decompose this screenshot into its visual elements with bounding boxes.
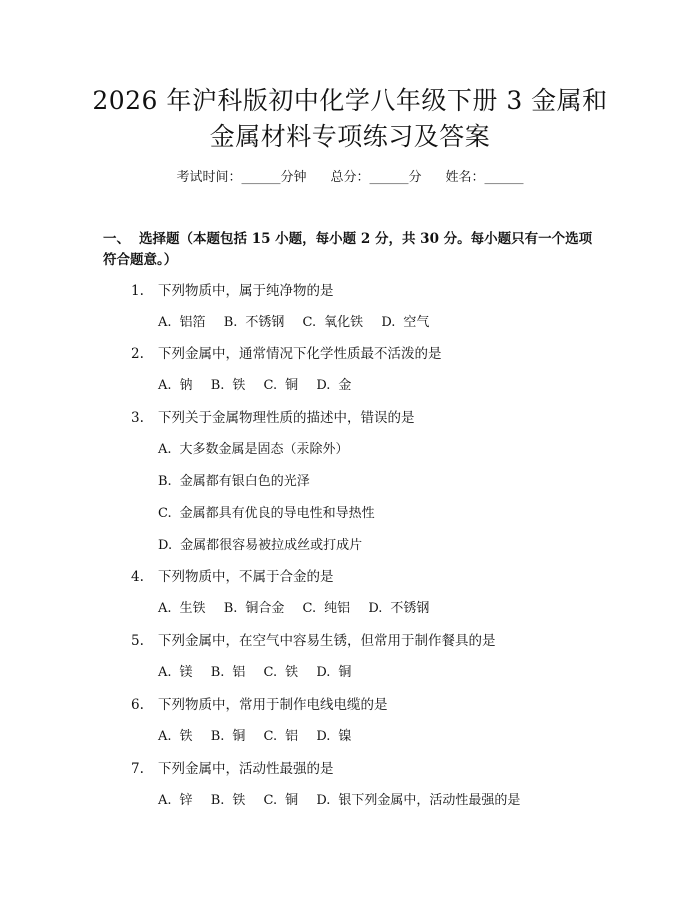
- question-2: [131, 344, 442, 364]
- option-a: A. 锌: [158, 793, 193, 808]
- question-number: 2.: [131, 346, 144, 362]
- option-c: C. 铝: [263, 729, 299, 744]
- section-number: 一、: [103, 231, 130, 247]
- question-stem: 下列金属中，在空气中容易生锈，但常用于制作餐具的是: [158, 633, 496, 649]
- question-7-options: [158, 791, 534, 811]
- question-2-options: [158, 376, 365, 396]
- question-4-options: [158, 599, 443, 619]
- question-3: [131, 408, 415, 428]
- option-a: A. 钠: [158, 378, 193, 393]
- option-d: D. 金: [316, 378, 352, 393]
- question-number: 6.: [131, 697, 144, 713]
- question-stem: 下列金属中，活动性最强的是: [158, 761, 334, 777]
- question-number: 4.: [131, 569, 144, 585]
- question-number: 5.: [131, 633, 144, 649]
- question-4: [131, 567, 334, 587]
- option-d: D. 空气: [381, 315, 430, 330]
- section-heading: [103, 229, 603, 271]
- question-1: [131, 281, 334, 301]
- question-3-option-b: B. 金属都有银白色的光泽: [158, 474, 310, 489]
- option-c: C. 铜: [263, 378, 299, 393]
- option-c: C. 氧化铁: [302, 315, 364, 330]
- question-5: [131, 631, 496, 651]
- question-stem: 下列金属中，通常情况下化学性质最不活泼的是: [158, 346, 442, 362]
- option-d: D. 银下列金属中，活动性最强的是: [316, 793, 521, 808]
- option-a: A. 铝箔: [158, 315, 206, 330]
- option-b: B. 铁: [210, 378, 246, 393]
- question-3-option-d: D. 金属都很容易被拉成丝或打成片: [158, 538, 363, 553]
- question-5-options: [158, 663, 365, 683]
- option-c: C. 铁: [263, 665, 299, 680]
- option-a: A. 镁: [158, 665, 193, 680]
- question-stem: 下列物质中，不属于合金的是: [158, 569, 334, 585]
- exam-time-field: 考试时间：______分钟: [176, 170, 307, 185]
- total-score-field: 总分：______分: [330, 170, 422, 185]
- question-3-option-c: C. 金属都具有优良的导电性和导热性: [158, 506, 375, 521]
- option-b: B. 铜合金: [223, 601, 285, 616]
- exam-meta: [0, 168, 700, 188]
- question-7: [131, 759, 334, 779]
- section-instructions: 选择题（本题包括 15 小题，每小题 2 分，共 30 分。每小题只有一个选项符合题意。）: [103, 231, 593, 268]
- option-b: B. 铁: [210, 793, 246, 808]
- question-stem: 下列物质中，常用于制作电线电缆的是: [158, 697, 388, 713]
- page-title-line-2: 金属材料专项练习及答案: [209, 122, 491, 151]
- question-stem: 下列关于金属物理性质的描述中，错误的是: [158, 410, 415, 426]
- option-c: C. 纯铝: [302, 601, 351, 616]
- option-d: D. 铜: [316, 665, 352, 680]
- option-b: B. 铝: [210, 665, 246, 680]
- student-name-field: 姓名：______: [445, 170, 524, 185]
- question-6: [131, 695, 388, 715]
- option-d: D. 镍: [316, 729, 352, 744]
- question-number: 7.: [131, 761, 144, 777]
- question-number: 1.: [131, 283, 144, 299]
- question-3-option-a: A. 大多数金属是固态（汞除外）: [158, 442, 349, 457]
- question-stem: 下列物质中，属于纯净物的是: [158, 283, 334, 299]
- question-number: 3.: [131, 410, 144, 426]
- option-d: D. 不锈钢: [368, 601, 430, 616]
- option-b: B. 不锈钢: [223, 315, 285, 330]
- option-b: B. 铜: [210, 729, 246, 744]
- question-1-options: [158, 313, 443, 333]
- question-6-options: [158, 727, 365, 747]
- option-c: C. 铜: [263, 793, 299, 808]
- option-a: A. 生铁: [158, 601, 206, 616]
- option-a: A. 铁: [158, 729, 193, 744]
- page-title-line-1: 2026 年沪科版初中化学八年级下册 3 金属和: [92, 86, 608, 115]
